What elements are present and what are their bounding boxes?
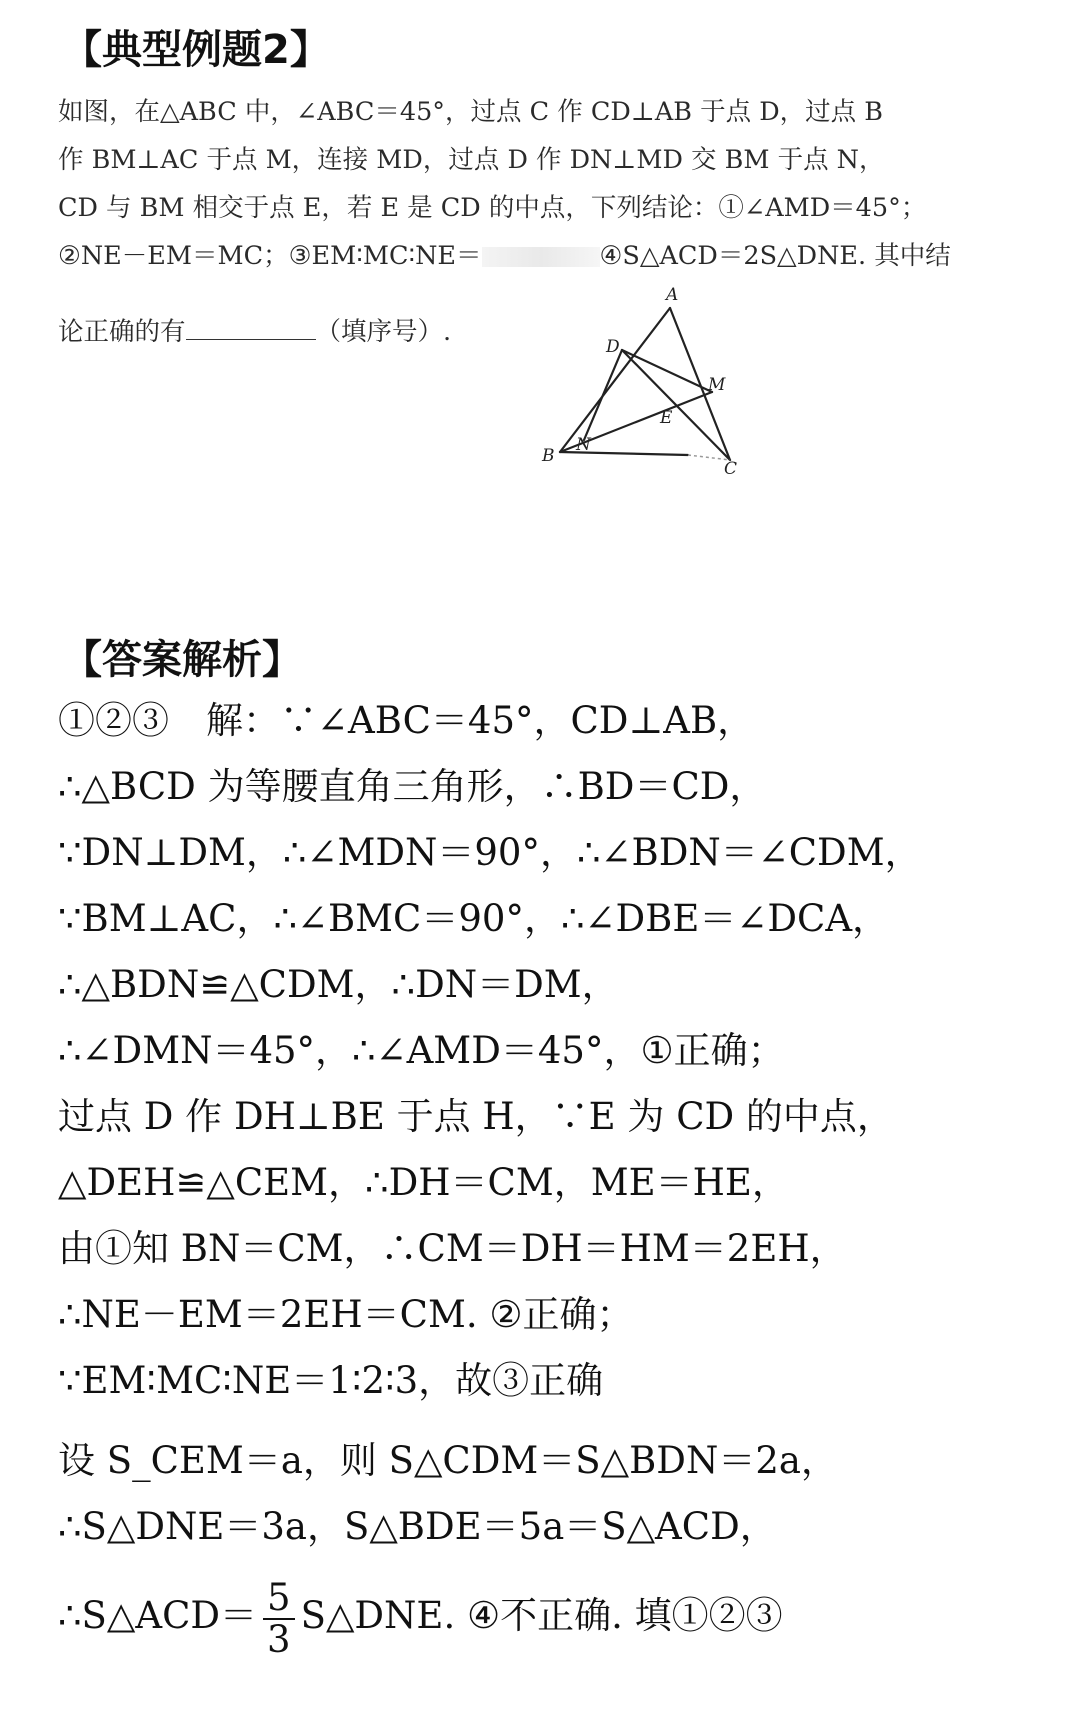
solution-line: ①②③ 解：∵∠ABC＝45°，CD⊥AB， bbox=[58, 699, 755, 742]
solution-line: ∵DN⊥DM，∴∠MDN＝90°，∴∠BDN＝∠CDM， bbox=[58, 831, 922, 874]
solution-line: △DEH≌△CEM，∴DH＝CM，ME＝HE， bbox=[58, 1161, 789, 1204]
smudged-area bbox=[482, 247, 600, 267]
problem-line4-start: ②NE－EM＝MC；③EM∶MC∶NE＝ bbox=[58, 241, 482, 271]
label-c: C bbox=[724, 459, 738, 479]
solution-line: ∵EM∶MC∶NE＝1∶2∶3，故③正确 bbox=[58, 1359, 604, 1402]
problem-line: 如图，在△ABC 中，∠ABC＝45°，过点 C 作 CD⊥AB 于点 D，过点 B bbox=[58, 97, 883, 127]
label-n: N bbox=[576, 435, 591, 455]
geometry-figure bbox=[542, 285, 808, 510]
solution-line14-start: ∴S△ACD＝ bbox=[58, 1594, 258, 1637]
solution-line: 过点 D 作 DH⊥BE 于点 H，∵E 为 CD 的中点， bbox=[58, 1095, 894, 1138]
problem-line: 作 BM⊥AC 于点 M，连接 MD，过点 D 作 DN⊥MD 交 BM 于点 N， bbox=[58, 145, 885, 175]
solution-text bbox=[58, 688, 1038, 1664]
segment-md bbox=[622, 350, 712, 392]
solution-line: ∵BM⊥AC，∴∠BMC＝90°，∴∠DBE＝∠DCA， bbox=[58, 897, 890, 940]
label-e: E bbox=[660, 408, 673, 428]
solution-line: ∴△BCD 为等腰直角三角形，∴BD＝CD， bbox=[58, 765, 767, 808]
label-a: A bbox=[666, 285, 679, 305]
label-d: D bbox=[606, 337, 620, 357]
solution-line: ∴NE－EM＝2EH＝CM. ②正确； bbox=[58, 1293, 634, 1336]
problem-text bbox=[58, 88, 1018, 356]
label-m: M bbox=[708, 375, 726, 395]
fraction bbox=[263, 1575, 295, 1661]
answer-blank bbox=[186, 317, 316, 340]
solution-line: ∴S△DNE＝3a，S△BDE＝5a＝S△ACD， bbox=[58, 1505, 777, 1548]
problem-line5-start: 论正确的有 bbox=[58, 317, 186, 347]
problem-line4-end: ④S△ACD＝2S△DNE. 其中结 bbox=[599, 241, 951, 271]
solution-line: 由①知 BN＝CM，∴CM＝DH＝HM＝2EH， bbox=[58, 1227, 847, 1270]
solution-line bbox=[58, 1568, 1038, 1664]
problem-line: CD 与 BM 相交于点 E，若 E 是 CD 的中点，下列结论：①∠AMD＝45°； bbox=[58, 193, 927, 223]
segment-dn bbox=[584, 350, 622, 440]
example-heading: 【典型例题2】 bbox=[62, 27, 330, 73]
problem-line bbox=[58, 308, 1018, 356]
solution-line: ∴∠DMN＝45°，∴∠AMD＝45°，①正确； bbox=[58, 1029, 785, 1072]
fraction-numerator: 5 bbox=[263, 1578, 295, 1620]
problem-line5-end: （填序号）. bbox=[315, 317, 452, 347]
problem-line bbox=[58, 232, 1018, 280]
solution-line14-end: S△DNE. ④不正确. 填①②③ bbox=[300, 1594, 783, 1637]
solution-line: 设 S_CEM＝a，则 S△CDM＝S△BDN＝2a， bbox=[58, 1439, 838, 1482]
segment-cd bbox=[622, 350, 730, 460]
label-b: B bbox=[542, 446, 555, 466]
solution-line: ∴△BDN≌△CDM，∴DN＝DM， bbox=[58, 963, 619, 1006]
answer-heading: 【答案解析】 bbox=[62, 637, 302, 683]
fraction-denominator: 3 bbox=[267, 1617, 291, 1661]
